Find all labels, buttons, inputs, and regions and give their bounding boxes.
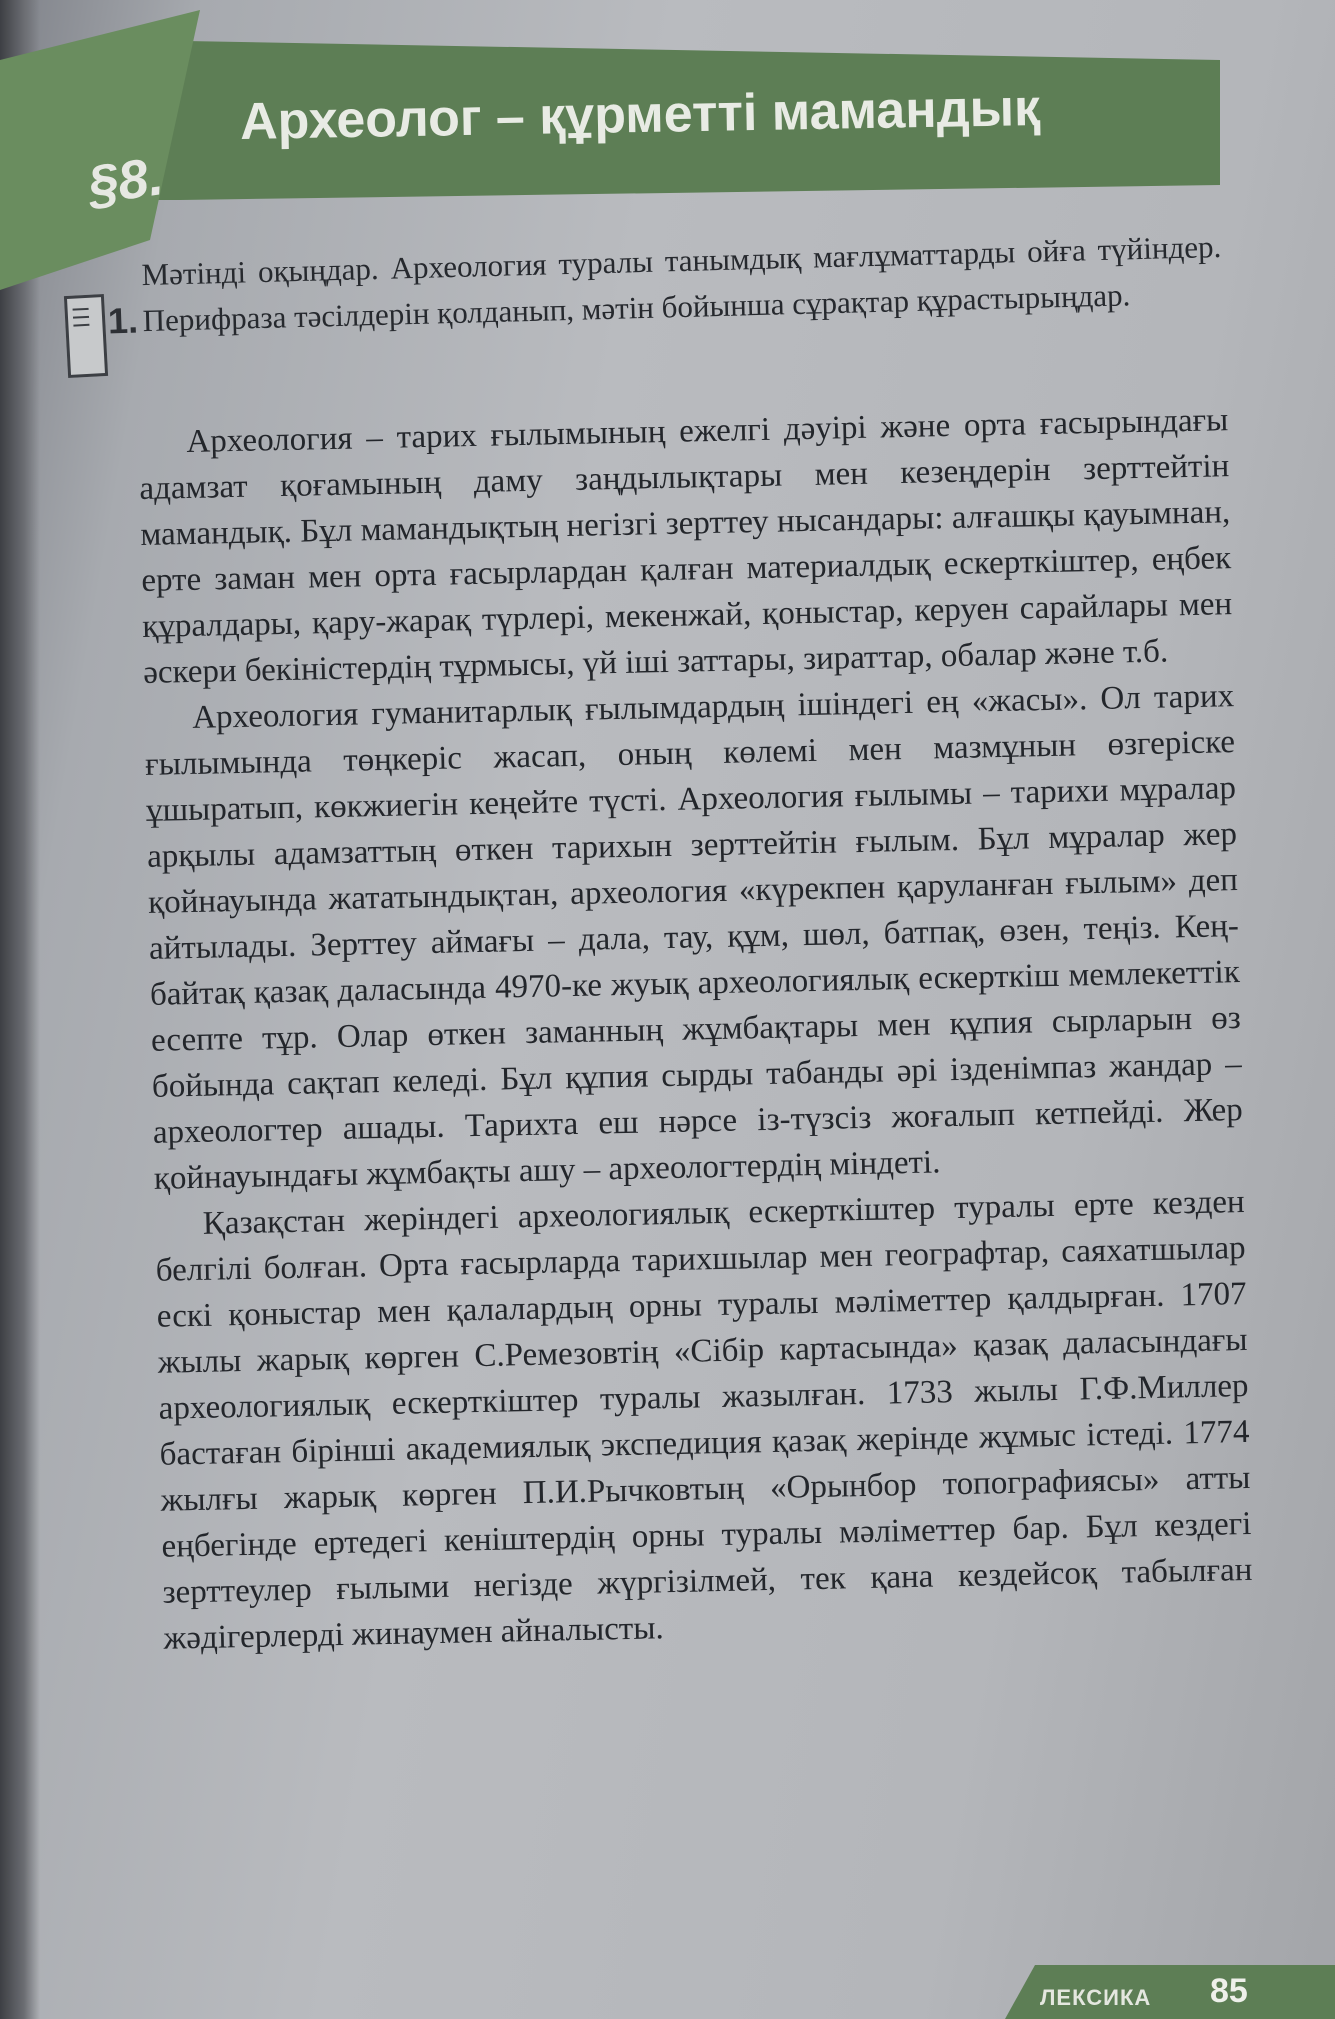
paragraph: Археология гуманитарлық ғылымдардың ішіндегі ең «жасы». Ол тарих ғылымында төңкеріс жасап, оның көлемі мен мазмұнын өзгеріске ұшыратып, көкжиегін кеңейте түсті. Археология ғылымы – тарихи мұралар арқылы адамзаттың өткен тарихын зерттейтін ғылым. Бұл мұралар жер қойнауында жататындықтан, археология «күрекпен қаруланған ғылым» деп айтылады. Зерттеу аймағы – дала, тау, құм, шөл, батпақ, өзен, теңіз. Кең-байтақ қазақ даласында 4970-ке жуық археологиялық ескерткіш мемлекеттік есепте тұр. Олар өткен заманның жұмбақтары мен құпия сырларын өз бойында сақтап келеді. Бұл құпия сырды табанды әрі ізденімпаз жандар – археологтер ашады. Тарихта еш нәрсе із-түзсіз жоғалып кетпейді. Жер қойнауындағы жұмбақты ашу – археологтердің міндеті.	[144, 678, 1244, 1197]
footer-section-label: ЛЕКСИКА	[1040, 1985, 1152, 2010]
section-number: §8.	[84, 146, 167, 216]
task-notebook-icon	[64, 294, 108, 378]
paragraph: Археология – тарих ғылымының ежелгі дәуірі және орта ғасырындағы адамзат қоғамының даму заңдылықтары мен кезеңдерін зерттейтін мамандық. Бұл мамандықтың негізгі зерттеу нысандары: алғашқы қауымнан, ерте заман мен орта ғасырлардан қалған материалдық ескерткіштер, еңбек құралдары, қару-жарақ түрлері, мекенжай, қоныстар, керуен сарайлары мен әскери бекіністердің тұрмысы, үй іші заттары, зираттар, обалар және т.б.	[139, 402, 1233, 691]
task-instruction: Мәтінді оқыңдар. Археология туралы танымдық мағлұматтарды ойға түйіндер. Перифраза тәсілдерін қолданып, мәтін бойынша сұрақтар құрастырыңдар.	[141, 228, 1222, 339]
main-text	[138, 397, 1254, 1662]
task-number: 1.	[107, 299, 139, 342]
page-binding-edge	[0, 0, 40, 2019]
page-number: 85	[1210, 1972, 1248, 2010]
section-title: Археолог – құрметті мамандық	[239, 79, 1041, 151]
paragraph: Қазақстан жеріндегі археологиялық ескерткіштер туралы ерте кезден белгілі болған. Орта ғасырларда тарихшылар мен географтар, саяхатшылар ескі қоныстар мен қалалардың орны туралы мәліметтер қалдырған. 1707 жылы жарық көрген С.Ремезовтің «Сібір картасында» қазақ даласындағы археологиялық ескерткіштер туралы жазылған. 1733 жылы Г.Ф.Миллер бастаған бірінші академиялық экспедиция қазақ жерінде жұмыс істеді. 1774 жылғы жарық көрген П.И.Рычковтың «Орынбор топографиясы» атты еңбегінде ертедегі кеніштердің орны туралы мәліметтер бар. Бұл кездегі зерттеулер ғылыми негізде жүргізілмей, тек қана кездейсоқ табылған жәдігерлерді жинаумен айналысты.	[155, 1184, 1253, 1657]
